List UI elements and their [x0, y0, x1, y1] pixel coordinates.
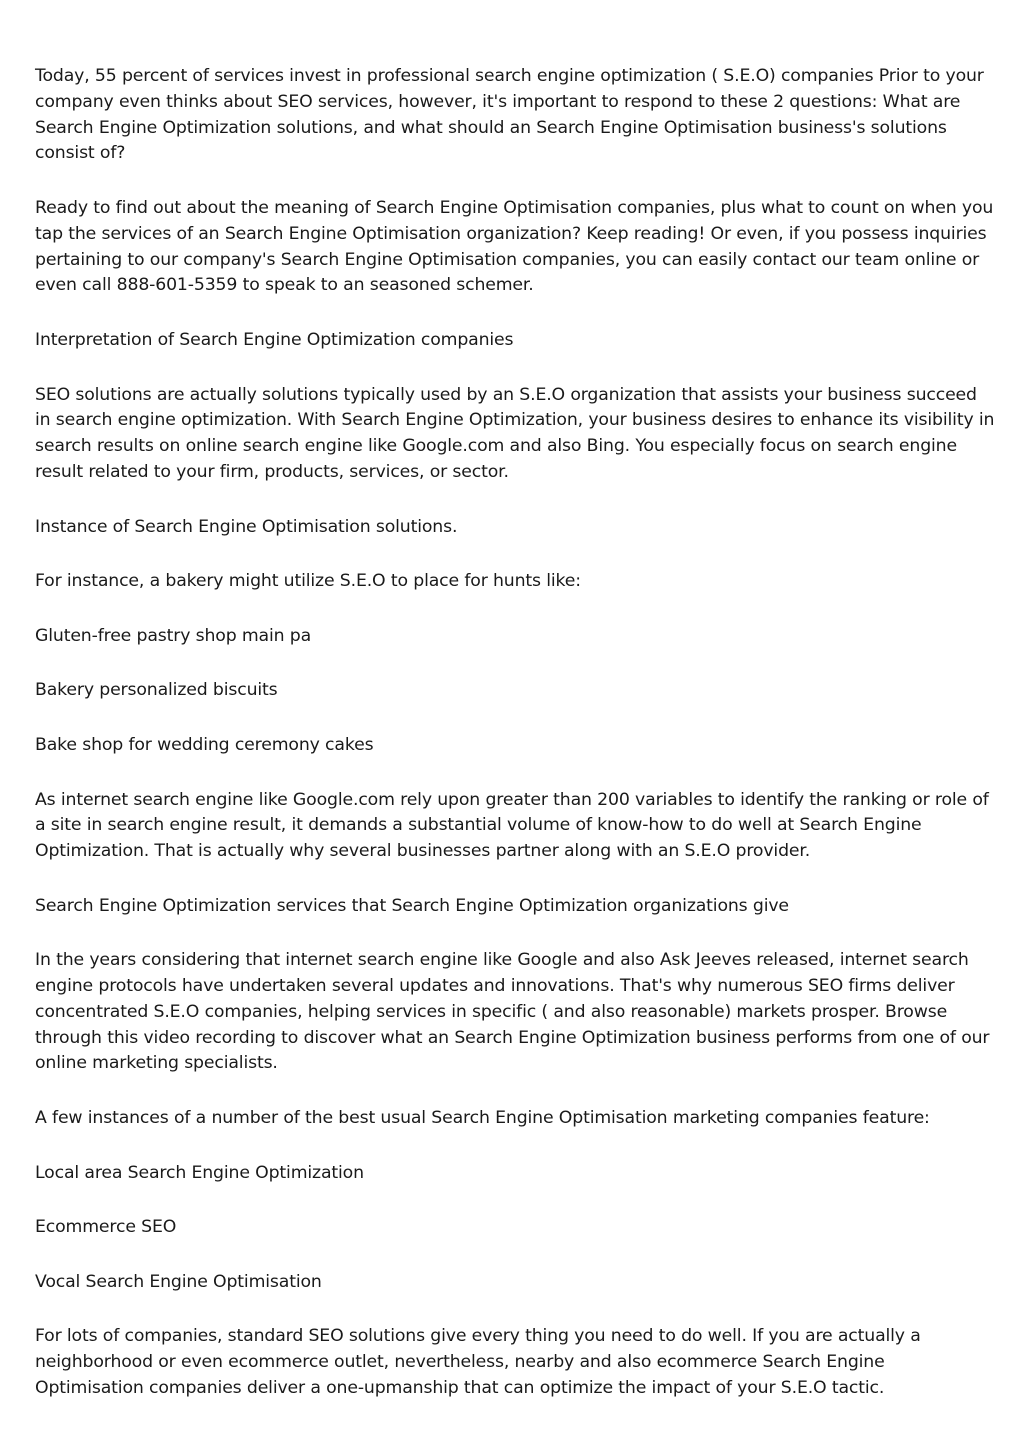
paragraph-heading-services: Search Engine Optimization services that Search Engine Optimization organizations give: [35, 895, 789, 916]
list-item-bakery-biscuits: Bakery personalized biscuits: [35, 680, 278, 701]
list-item-ecommerce-seo: Ecommerce SEO: [35, 1217, 177, 1238]
paragraph-seo-solutions: SEO solutions are actually solutions typically used by an S.E.O organization that assists your business succeed in search engine optimization. With Search Engine Optimization, your business desires to enhance its visibility in search results on online search engine like Google.com and also Bing. You especially focus on search engine result related to your firm, products, services, or sector.: [35, 384, 995, 482]
paragraph-ready: Ready to find out about the meaning of Search Engine Optimisation companies, plus what to count on when you tap the services of an Search Engine Optimisation organization? Keep reading! Or even, if you possess inquiries pertaining to our company's Search Engine Optimisation companies, you can easily contact our team online or even call 888-601-5359 to speak to an seasoned schemer.: [35, 197, 994, 296]
paragraph-ranking-factors: As internet search engine like Google.com rely upon greater than 200 variables to identify the ranking or role of a site in search engine result, it demands a substantial volume of know-how to do well at Search Engine Optimization. That is actually why several businesses partner along with an S.E.O provider.: [35, 789, 989, 862]
paragraph-history: In the years considering that internet search engine like Google and also Ask Jeeves released, internet search engine protocols have undertaken several updates and innovations. That's why numerous SEO firms deliver concentrated S.E.O companies, helping services in specific ( and also reasonable) markets prosper. Browse through this video recording to discover what an Search Engine Optimization business performs from one of our online marketing specialists.: [35, 950, 990, 1074]
list-item-wedding-cakes: Bake shop for wedding ceremony cakes: [35, 734, 374, 755]
paragraph-conclusion: For lots of companies, standard SEO solutions give every thing you need to do well. If you are actually a neighborhood or even ecommerce outlet, nevertheless, nearby and also ecommerce Search Engine Optimisation companies deliver a one-upmanship that can optimize the impact of your S.E.O tactic.: [35, 1326, 921, 1399]
list-item-local-seo: Local area Search Engine Optimization: [35, 1162, 364, 1183]
list-item-gluten-free: Gluten-free pastry shop main pa: [35, 625, 312, 646]
paragraph-heading-instance: Instance of Search Engine Optimisation solutions.: [35, 516, 458, 537]
list-item-vocal-seo: Vocal Search Engine Optimisation: [35, 1271, 322, 1292]
paragraph-few-instances: A few instances of a number of the best usual Search Engine Optimisation marketing companies feature:: [35, 1108, 930, 1129]
paragraph-heading-interpretation: Interpretation of Search Engine Optimization companies: [35, 329, 514, 350]
paragraph-intro: Today, 55 percent of services invest in professional search engine optimization ( S.E.O) companies Prior to your company even thinks about SEO services, however, it's important to respond to these 2 questions: What are Search Engine Optimization solutions, and what should an Search Engine Optimisation business's solutions consist of?: [35, 66, 984, 164]
document-body: [35, 64, 995, 1431]
paragraph-bakery-example: For instance, a bakery might utilize S.E.O to place for hunts like:: [35, 571, 581, 592]
